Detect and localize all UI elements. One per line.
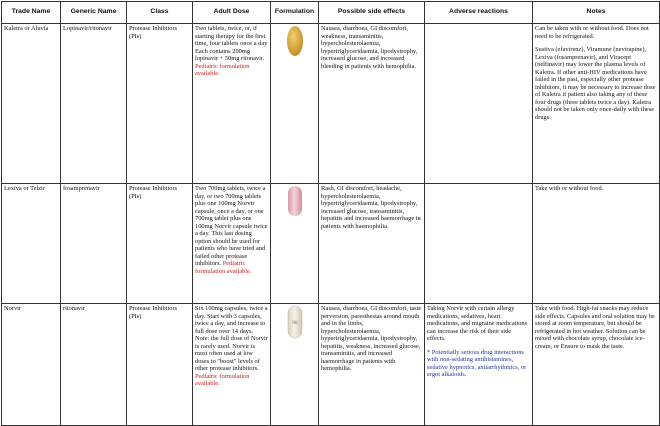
header-adult-dose: Adult Dose <box>193 2 271 24</box>
formulation-cell <box>271 304 319 426</box>
side-effects-cell: Rash, GI discomfort, headache, hypercholesterolaemia, hypertriglyceridaemia, lipodystrophy, increased glucose, transaminitis, hepatitis and increased haemorrhage in patients with haemophilia. <box>319 184 425 304</box>
adverse-cell <box>425 304 533 426</box>
dose-text: Two tablets, twice, or, if starting therapy for the first time, four tablets once a day Each contains 200mg lopinavir + 50mg ritonavir. <box>195 25 268 63</box>
header-class: Class <box>127 2 193 24</box>
adverse-interaction-note: * Potentially serious drug interactions with non-sedating antihistamines, sedative hypnotics, antiarrhythmics, or ergot alkaloids. <box>427 348 527 379</box>
header-row <box>2 2 660 24</box>
notes-paragraph: Can be taken with or without food. Does not need to be refrigerated. <box>535 25 649 40</box>
class-cell: Protease Inhibitors (PIs) <box>127 304 193 426</box>
notes-paragraph: Sustiva (efavirenz), Viramune (nevirapine), Lexiva (fosamprenavir), and Viracept (nelfinavir) may lower the plasma levels of Kaletra. If other anti-HIV medications have failed in the past, especially other protease inhibitors, it may be necessary to increase dose of Kaletra if patient also taking any of these four drugs (three tablets twice a day). Kaletra should not be taken only once-daily with these drugs. <box>535 46 656 122</box>
dose-text: Two 700mg tablets, twice a day, or two 700mg tablets plus one 100mg Norvir capsule, once a day, or one 700mg tablet plus one 100mg Norvir capsule twice a day. This last dosing option should be used for patients who have tried and failed other protease inhibitors. <box>195 185 268 268</box>
formulation-cell <box>271 184 319 304</box>
header-adverse-reactions: Adverse reactions <box>425 2 533 24</box>
side-effects-cell: Nausea, diarrhoea, GI discomfort, taste perversion, paresthesias around mouth and in the limbs, hypercholesterolaemia, hypertriglyceridaemia, lipodystrophy, hepatitis, weakness, increased glucose, transaminitis, and increased haemorrhage in patients with hemophilia. <box>319 304 425 426</box>
trade-name-cell: Norvir <box>2 304 61 426</box>
adverse-text: Taking Norvir with certain allergy medications, sedatives, heart medications, and migraine medications can increase the risk of their side effects. <box>427 305 528 343</box>
pediatric-note: Pediatric formulation available. <box>195 260 252 276</box>
header-formulation: Formulation <box>271 2 319 24</box>
notes-cell <box>533 184 660 304</box>
notes-cell <box>533 304 660 426</box>
dose-cell <box>193 304 271 426</box>
header-trade-name: Trade Name <box>2 2 61 24</box>
dose-cell <box>193 24 271 184</box>
table-row <box>2 304 660 426</box>
side-effects-cell: Nausea, diarrhoea, GI discomfort, weakness, transaminitis, hypercholesterolaemia, hypertriglyceridaemia, lipodystrophy, increased glucose, and increased bleeding in patients with hemophilia. <box>319 24 425 184</box>
drug-table <box>1 1 660 426</box>
notes-paragraph: Take with food. High-fat snacks may reduce side effects. Capsules and oral solution may be stored at room temperature, but should be refrigerated in hot weather. Solution can be mixed with chocolate syrup, chocolate ice-cream, or Ensure to mask the taste. <box>535 305 655 350</box>
table-row <box>2 184 660 304</box>
trade-name-cell: Lexiva or Telzir <box>2 184 61 304</box>
pill-imprint: NK <box>291 320 298 325</box>
notes-paragraph: Take with or without food. <box>535 185 604 192</box>
class-cell: Protease Inhibitors (PIs) <box>127 184 193 304</box>
generic-name-cell: fosamprenavir <box>61 184 127 304</box>
formulation-cell <box>271 24 319 184</box>
table-row <box>2 24 660 184</box>
dose-cell <box>193 184 271 304</box>
adverse-cell <box>425 184 533 304</box>
pediatric-note: Pediatric formulation available. <box>195 62 250 78</box>
yellow-oval-tablet-icon <box>286 25 304 57</box>
pediatric-note: Pediatric formulation available. <box>195 372 250 388</box>
class-cell: Protease Inhibitors (PIs) <box>127 24 193 184</box>
notes-cell <box>533 24 660 184</box>
trade-name-cell: Kaletra or Aluvia <box>2 24 61 184</box>
header-notes: Notes <box>533 2 660 24</box>
dose-text: Six 100mg capsules, twice a day. Start with 3 capsules, twice a day, and increase to full dose over 14 days. Note: the full dose of Norvir is rarely used. Norvir is most often used at low doses to "boost" levels of other protease inhibitors. <box>195 305 268 373</box>
white-capsule-icon <box>287 305 303 339</box>
header-generic-name: Generic Name <box>61 2 127 24</box>
generic-name-cell: ritonavir <box>61 304 127 426</box>
adverse-cell <box>425 24 533 184</box>
generic-name-cell: Lopinavir/ritonavir <box>61 24 127 184</box>
pink-capsule-tablet-icon <box>287 185 303 217</box>
header-side-effects: Possible side effects <box>319 2 425 24</box>
